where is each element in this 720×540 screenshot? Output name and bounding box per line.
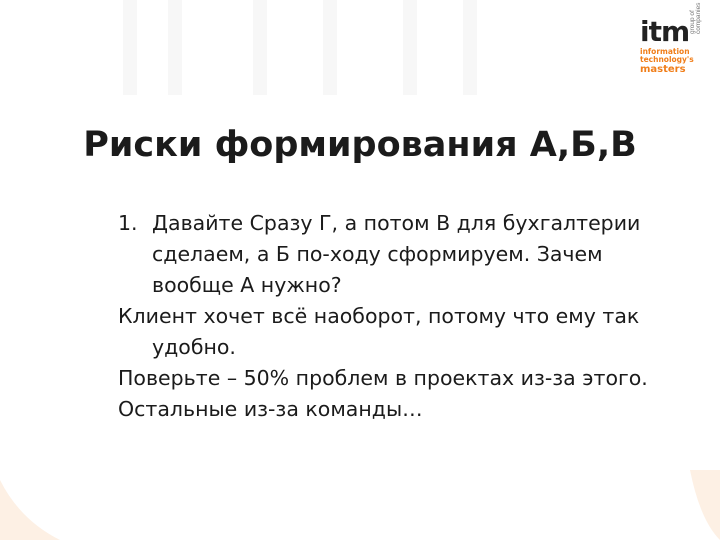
list-item	[118, 301, 658, 363]
item-text: Клиент хочет всё наоборот, потому что ему так удобно.	[118, 304, 640, 359]
logo-tagline: group of companies	[689, 2, 702, 34]
list-item	[118, 394, 658, 425]
slide-body	[118, 208, 658, 425]
logo-line-3: masters	[640, 64, 686, 75]
itm-logo	[640, 2, 702, 80]
list-item	[118, 363, 658, 394]
item-text: Остальные из-за команды…	[118, 397, 423, 421]
list-item	[118, 208, 658, 301]
logo-line-1: information	[640, 47, 690, 56]
logo-subtitle	[640, 48, 694, 75]
item-text: Давайте Сразу Г, а потом В для бухгалтерии сделаем, а Б по-ходу сформируем. Зачем вообще А нужно?	[152, 211, 641, 297]
slide-title: Риски формирования А,Б,В	[83, 125, 637, 165]
logo-line-2: technology's	[640, 55, 694, 64]
item-number: 1.	[118, 211, 138, 235]
item-text: Поверьте – 50% проблем в проектах из-за этого.	[118, 366, 648, 390]
logo-mark: itm	[640, 15, 690, 48]
